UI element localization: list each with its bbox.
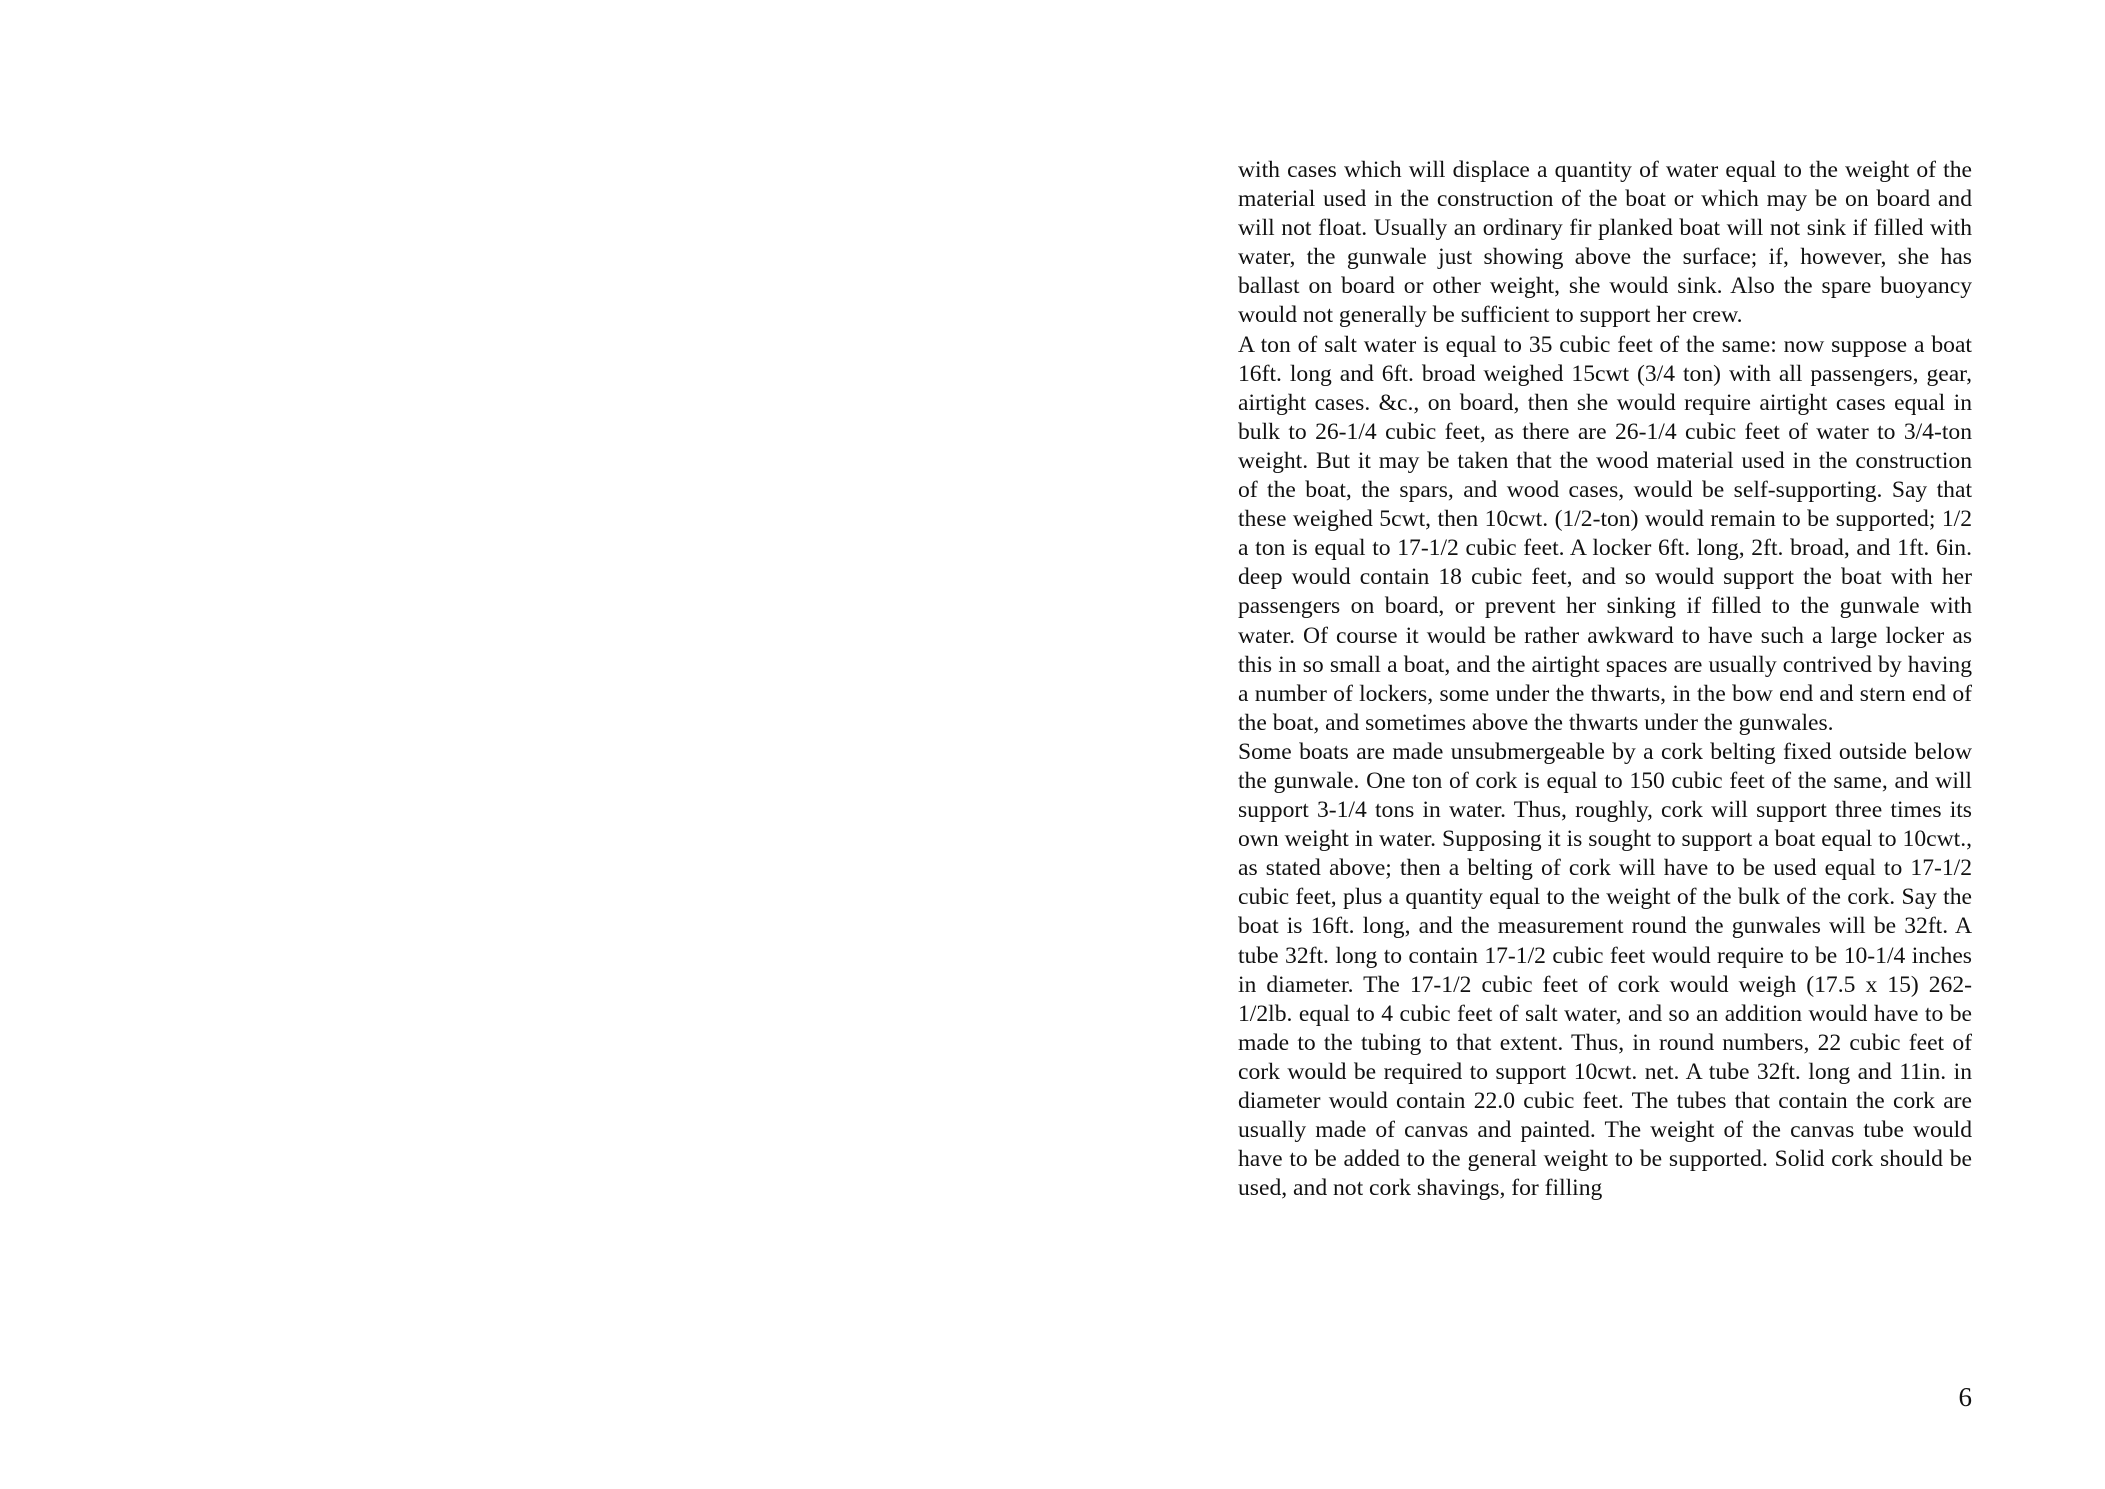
body-text	[1238, 156, 1972, 1203]
paragraph-3: Some boats are made unsubmergeable by a cork belting fixed outside below the gunwale. One ton of cork is equal to 150 cubic feet of the same, and will support 3-1/4 tons in water. Thus, roughly, cork will support three times its own weight in water. Supposing it is sought to support a boat equal to 10cwt., as stated above; then a belting of cork will have to be used equal to 17-1/2 cubic feet, plus a quantity equal to the weight of the bulk of the cork. Say the boat is 16ft. long, and the measurement round the gunwales will be 32ft. A tube 32ft. long to contain 17-1/2 cubic feet would require to be 10-1/4 inches in diameter. The 17-1/2 cubic feet of cork would weigh (17.5 x 15) 262-1/2lb. equal to 4 cubic feet of salt water, and so an addition would have to be made to the tubing to that extent. Thus, in round numbers, 22 cubic feet of cork would be required to support 10cwt. net. A tube 32ft. long and 11in. in diameter would contain 22.0 cubic feet. The tubes that contain the cork are usually made of canvas and painted. The weight of the canvas tube would have to be added to the general weight to be supported. Solid cork should be used, and not cork shavings, for filling	[1238, 738, 1972, 1202]
page-number: 6	[1958, 1382, 1972, 1412]
paragraph-1: with cases which will displace a quantity of water equal to the weight of the material used in the construction of the boat or which may be on board and will not float. Usually an ordinary fir planked boat will not sink if filled with water, the gunwale just showing above the surface; if, however, she has ballast on board or other weight, she would sink. Also the spare buoyancy would not generally be sufficient to support her crew.	[1238, 157, 1972, 329]
paragraph-2: A ton of salt water is equal to 35 cubic feet of the same: now suppose a boat 16ft. long and 6ft. broad weighed 15cwt (3/4 ton) with all passengers, gear, airtight cases. &c., on board, then she would require airtight cases equal in bulk to 26-1/4 cubic feet, as there are 26-1/4 cubic feet of water to 3/4-ton weight. But it may be taken that the wood material used in the construction of the boat, the spars, and wood cases, would be self-supporting. Say that these weighed 5cwt, then 10cwt. (1/2-ton) would remain to be supported; 1/2 a ton is equal to 17-1/2 cubic feet. A locker 6ft. long, 2ft. broad, and 1ft. 6in. deep would contain 18 cubic feet, and so would support the boat with her passengers on board, or prevent her sinking if filled to the gunwale with water. Of course it would be rather awkward to have such a large locker as this in so small a boat, and the airtight spaces are usually contrived by having a number of lockers, some under the thwarts, in the bow end and stern end of the boat, and sometimes above the thwarts under the gunwales.	[1238, 331, 1972, 736]
